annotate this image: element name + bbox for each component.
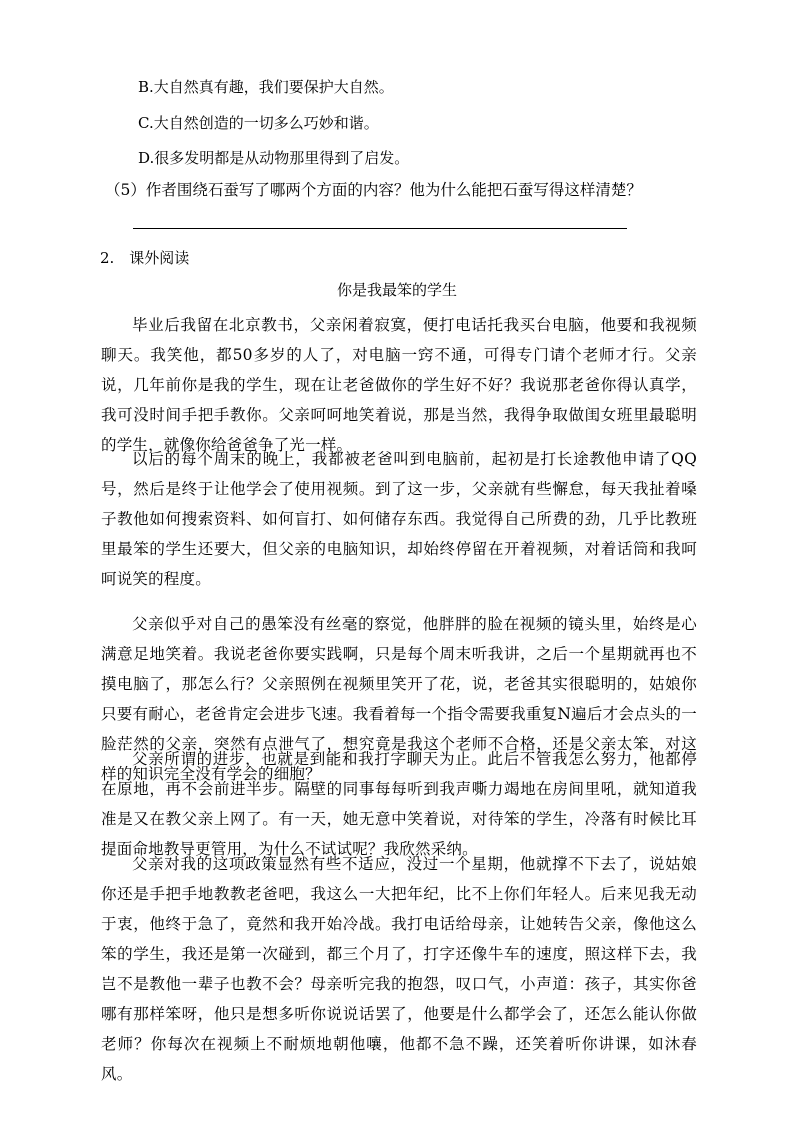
option-d: D.很多发明都是从动物那里得到了启发。 — [138, 149, 410, 167]
article-paragraph-1: 毕业后我留在北京教书，父亲闲着寂寞，便打电话托我买台电脑，他要和我视频聊天。我笑他，都50多岁的人了，对电脑一窍不通，可得专门请个老师才行。父亲说，几年前你是我的学生，现在让老爸做你的学生好不好？我说那老爸你得认真学，我可没时间手把手教你。父亲呵呵地笑着说，那是当然，我得争取做闺女班里最聪明的学生，就像你给爸爸争了光一样。 — [101, 316, 697, 454]
option-c: C.大自然创造的一切多么巧妙和谐。 — [138, 114, 379, 132]
question-5: （5）作者围绕石蚕写了哪两个方面的内容？他为什么能把石蚕写得这样清楚？ — [105, 181, 642, 199]
section-title: 2. 课外阅读 — [100, 249, 190, 267]
option-b: B.大自然真有趣，我们要保护大自然。 — [138, 78, 394, 96]
article-paragraph-5: 父亲对我的这项政策显然有些不适应，没过一个星期，他就撑不下去了，说姑娘你还是手把手地教教老爸吧，我这么一大把年纪，比不上你们年轻人。后来见我无动于衷，他终于急了，竟然和我开始冷战。我打电话给母亲，让她转告父亲，像他这么笨的学生，我还是第一次碰到，都三个月了，打字还像牛车的速度，照这样下去，我岂不是教他一辈子也教不会？母亲听完我的抱怨，叹口气，小声道：孩子，其实你爸哪有那样笨呀，他只是想多听你说说话罢了，他要是什么都学会了，还怎么能认你做老师？你每次在视频上不耐烦地朝他嚷，他都不急不躁，还笑着听你讲课，如沐春风。 — [101, 855, 697, 1083]
article-paragraph-3: 父亲似乎对自己的愚笨没有丝毫的察觉，他胖胖的脸在视频的镜头里，始终是心满意足地笑着。我说老爸你要实践啊，只是每个周末听我讲，之后一个星期就再也不摸电脑了，那怎么行？父亲照例在视频里笑开了花，说，老爸其实很聪明的，姑娘你只要有耐心，老爸肯定会进步飞速。我看着每一个指令需要我重复N遍后才会点头的一脸茫然的父亲，突然有点泄气了，想究竟是我这个老师不合格，还是父亲太笨，对这样的知识完全没有学会的细胞？ — [101, 615, 697, 783]
article-paragraph-2: 以后的每个周末的晚上，我都被老爸叫到电脑前，起初是打长途教他申请了QQ号，然后是终于让他学会了使用视频。到了这一步，父亲就有些懈怠，每天我扯着嗓子教他如何搜索资料、如何盲打、如何储存东西。我觉得自己所费的劲，几乎比教班里最笨的学生还要大，但父亲的电脑知识，却始终停留在开着视频，对着话筒和我呵呵说笑的程度。 — [101, 450, 697, 588]
article-title: 你是我最笨的学生 — [336, 281, 457, 299]
article-paragraph-4: 父亲所谓的进步，也就是到能和我打字聊天为止。此后不管我怎么努力，他都停在原地，再不会前进半步。隔壁的同事每每听到我声嘶力竭地在房间里吼，就知道我准是又在教父亲上网了。有一天，她无意中笑着说，对待笨的学生，冷落有时候比耳提面命地教导更管用，为什么不试试呢？我欣然采纳。 — [101, 750, 697, 858]
answer-line — [133, 228, 627, 229]
